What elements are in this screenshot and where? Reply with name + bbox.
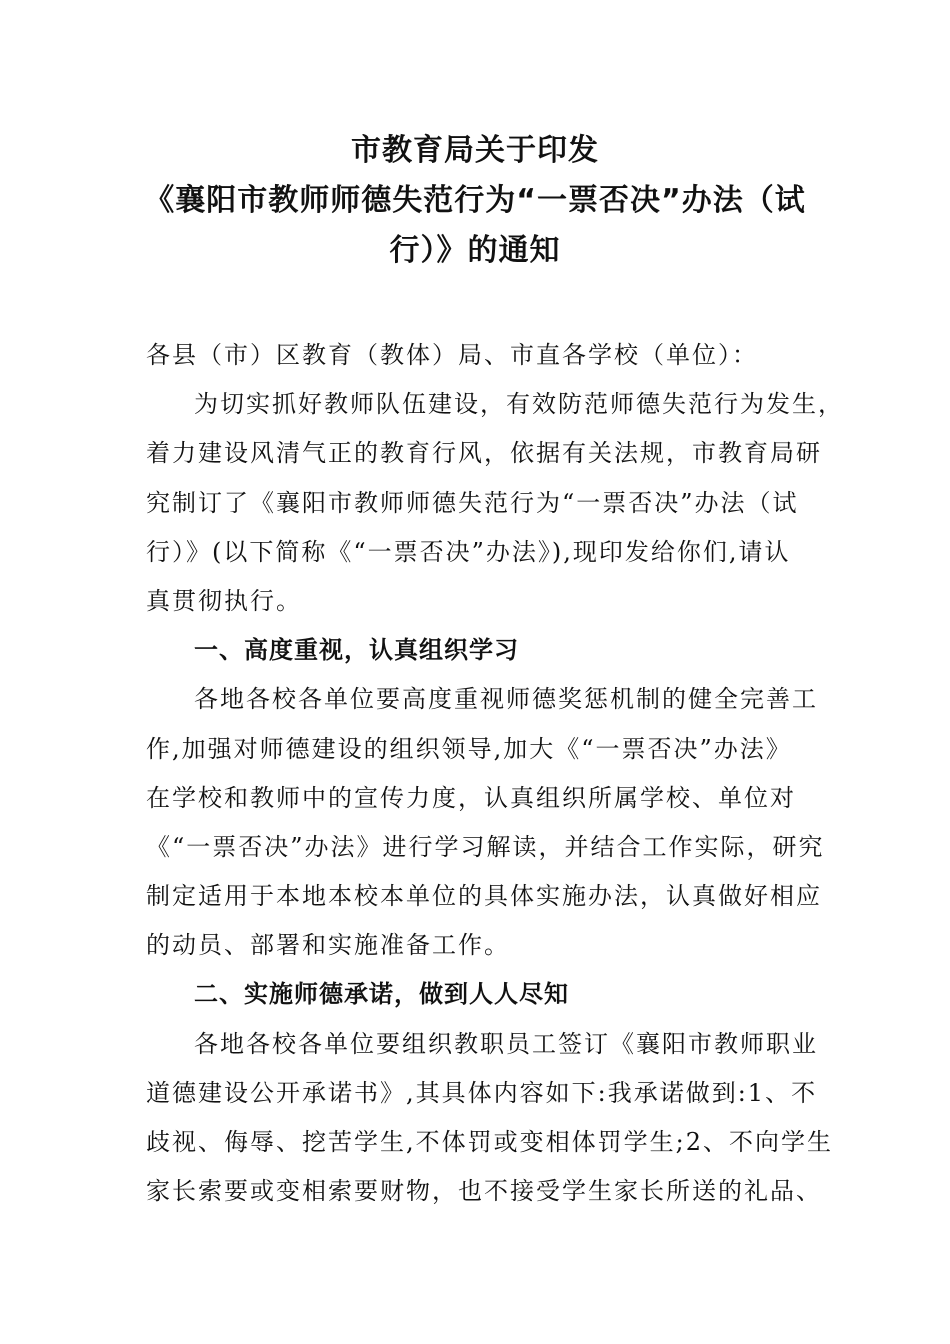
- paragraph-line: 着力建设风清气正的教育行风，依据有关法规，市教育局研: [146, 439, 822, 468]
- paragraph-line: 究制订了《襄阳市教师师德失范行为“一票否决”办法（试: [146, 488, 799, 517]
- paragraph-line: 家长索要或变相索要财物，也不接受学生家长所送的礼品、: [146, 1177, 822, 1206]
- paragraph-line: 道德建设公开承诺书》,其具体内容如下:我承诺做到:1、不: [146, 1078, 818, 1107]
- section-heading-1: 一、高度重视，认真组织学习: [194, 636, 519, 665]
- paragraph-line: 作,加强对师德建设的组织领导,加大《“一票否决”办法》: [146, 734, 792, 763]
- paragraph-line: 各地各校各单位要组织教职员工签订《襄阳市教师职业: [194, 1029, 818, 1058]
- paragraph-line: 各地各校各单位要高度重视师德奖惩机制的健全完善工: [194, 685, 818, 714]
- paragraph-line: 行）》(以下简称《“一票否决”办法》),现印发给你们,请认: [146, 537, 791, 566]
- paragraph-line: 为切实抓好教师队伍建设，有效防范师德失范行为发生，: [194, 390, 844, 419]
- paragraph-line: 真贯彻执行。: [146, 586, 302, 615]
- paragraph-line: 制定适用于本地本校本单位的具体实施办法，认真做好相应: [146, 882, 822, 911]
- section-heading-2: 二、实施师德承诺，做到人人尽知: [194, 980, 569, 1009]
- document-body: [146, 331, 844, 1216]
- paragraph-line: 歧视、侮辱、挖苦学生,不体罚或变相体罚学生;2、不向学生: [146, 1128, 833, 1156]
- paragraph-line: 《“一票否决”办法》进行学习解读，并结合工作实际，研究: [146, 832, 825, 861]
- document-title-line-1: 市教育局关于印发: [351, 133, 599, 168]
- document-title-line-2: 《襄阳市教师师德失范行为“一票否决”办法（试: [144, 183, 806, 218]
- paragraph-line: 的动员、部署和实施准备工作。: [146, 931, 510, 960]
- document-title-line-3: 行）》的通知: [389, 233, 561, 268]
- paragraph-line: 在学校和教师中的宣传力度，认真组织所属学校、单位对: [146, 783, 796, 812]
- salutation: 各县（市）区教育（教体）局、市直各学校（单位）：: [146, 341, 758, 369]
